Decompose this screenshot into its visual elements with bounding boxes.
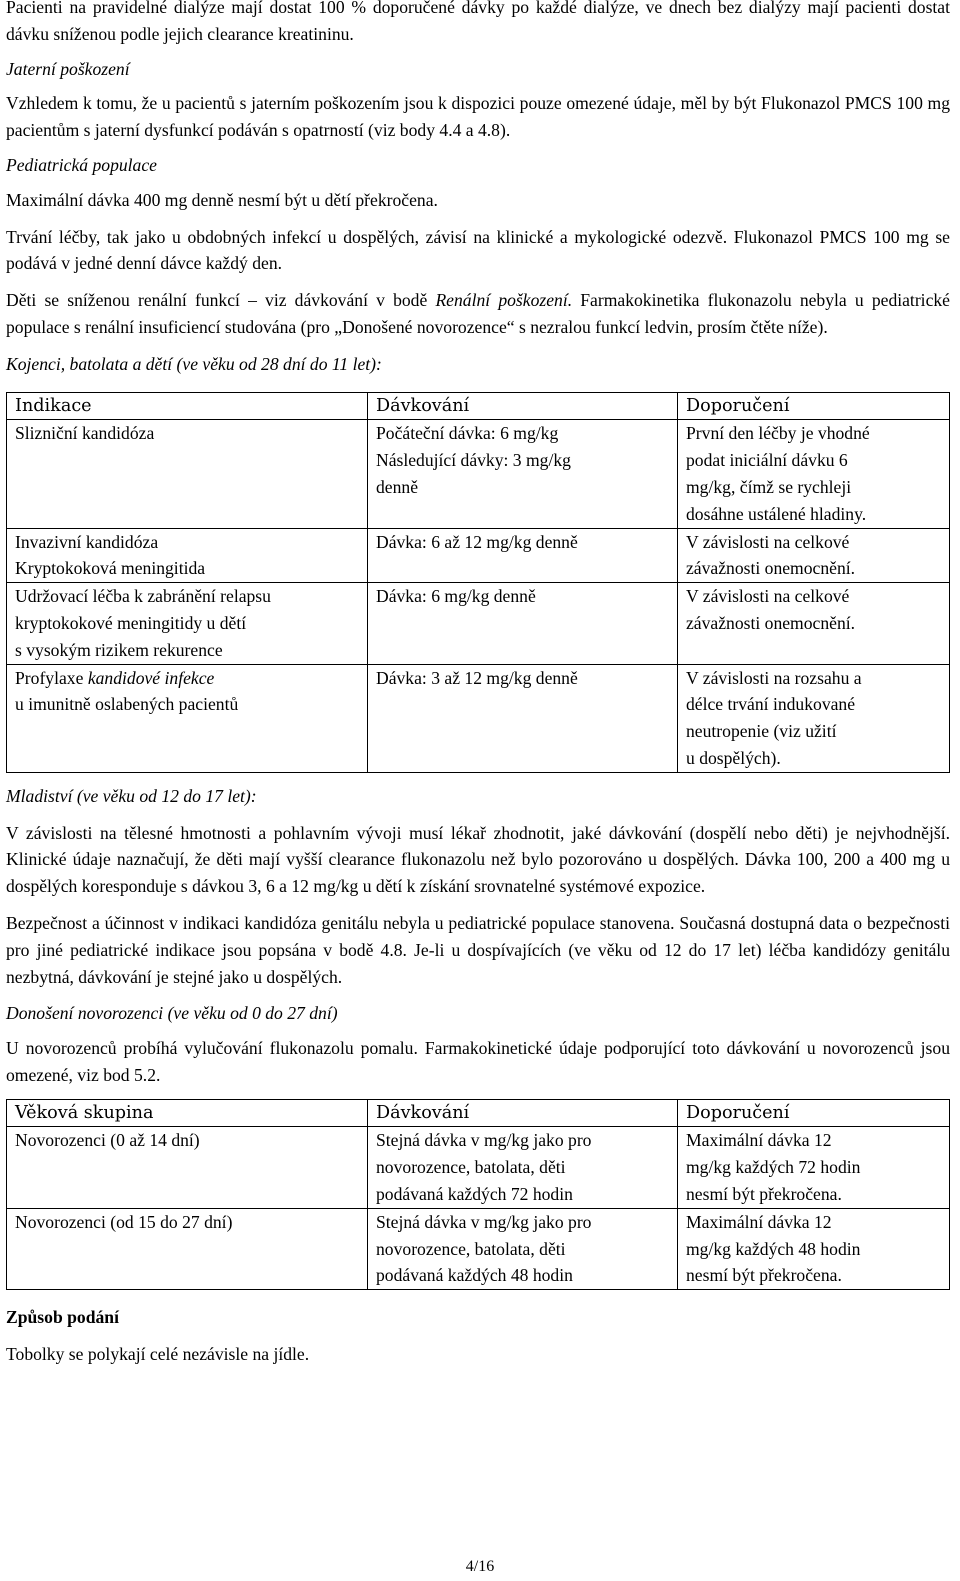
column-header-recommendation: Doporučení (678, 392, 950, 420)
column-header-indication: Indikace (7, 392, 368, 420)
indication-cell: Udržovací léčba k zabránění relapsu kryptokokové meningitidy u dětí s vysokým rizikem rekurence (7, 583, 368, 664)
dosing-cell: Dávka: 3 až 12 mg/kg denně (368, 664, 678, 772)
pediatric-renal-text-a: Děti se sníženou renální funkcí – viz dávkování v bodě (6, 290, 436, 311)
column-header-recommendation: Doporučení (678, 1099, 950, 1127)
recommendation-cell: První den léčby je vhodné podat iniciální dávku 6 mg/kg, čímž se rychleji dosáhne ustálené hladiny. (678, 420, 950, 528)
age-group-cell: Novorozenci (0 až 14 dní) (7, 1127, 368, 1208)
document-page (6, 0, 950, 1368)
administration-paragraph: Tobolky se polykají celé nezávisle na jídle. (6, 1344, 310, 1365)
renal-impairment-reference: Renální poškození. (435, 290, 573, 311)
page-number: 4/16 (465, 1558, 495, 1575)
newborns-heading: Donošení novorozenci (ve věku od 0 do 27 dní) (6, 1003, 338, 1024)
adolescents-paragraph-2: Bezpečnost a účinnost v indikaci kandidóza genitálu nebyla u pediatrické populace stanovena. Současná dostupná data o bezpečnosti pro jiné pediatrické indikace jsou popsána v bodě 4.8. Je-li u dospívajících (ve věku od 12 do 17 let) léčba kandidózy genitálu nezbytná, dávkování je stejné jako u dospělých. (6, 912, 950, 987)
table-header-row (7, 1099, 950, 1127)
newborns-dosing-table (6, 1099, 950, 1291)
newborns-paragraph: U novorozenců probíhá vylučování flukonazolu pomalu. Farmakokinetické údaje podporující toto dávkování u novorozenců jsou omezené, viz bod 5.2. (6, 1038, 950, 1085)
infants-heading: Kojenci, batolata a dětí (ve věku od 28 dní do 11 let): (6, 353, 382, 374)
dosing-cell: Dávka: 6 mg/kg denně (368, 583, 678, 664)
dialysis-paragraph: Pacienti na pravidelné dialýze mají dostat 100 % doporučené dávky po každé dialýze, ve dnech bez dialýzy mají pacienti dostat dávku sníženou podle jejich clearance kreatininu. (6, 0, 950, 44)
dosing-cell: Dávka: 6 až 12 mg/kg denně (368, 528, 678, 583)
column-header-dosing: Dávkování (368, 1099, 678, 1127)
recommendation-cell: Maximální dávka 12 mg/kg každých 72 hodin nesmí být překročena. (678, 1127, 950, 1208)
column-header-dosing: Dávkování (368, 392, 678, 420)
indication-cell: Invazivní kandidóza Kryptokoková meningitida (7, 528, 368, 583)
column-header-age-group: Věková skupina (7, 1099, 368, 1127)
table-row (7, 664, 950, 772)
recommendation-cell: V závislosti na celkové závažnosti onemocnění. (678, 528, 950, 583)
infants-dosing-table (6, 392, 950, 773)
adolescents-heading: Mladiství (ve věku od 12 do 17 let): (6, 785, 257, 806)
liver-paragraph: Vzhledem k tomu, že u pacientů s jaterním poškozením jsou k dispozici pouze omezené údaje, měl by být Flukonazol PMCS 100 mg pacientům s jaterní dysfunkcí podáván s opatrností (viz body 4.4 a 4.8). (6, 93, 950, 141)
pediatric-renal-text-b: Farmakokinetika flukonazolu nebyla u pediatrické populace s renální insuficiencí studována (pro „Donošené novorozence“ s nezralou funkcí ledvin, prosím čtěte níže). (6, 290, 950, 337)
administration-heading: Způsob podání (6, 1307, 119, 1328)
indication-cell: Profylaxe kandidové infekce u imunitně oslabených pacientů (7, 664, 368, 772)
age-group-cell: Novorozenci (od 15 do 27 dní) (7, 1208, 368, 1289)
pediatric-max-dose: Maximální dávka 400 mg denně nesmí být u dětí překročena. (6, 189, 438, 210)
pediatric-renal-paragraph (6, 287, 950, 341)
pediatric-duration-paragraph: Trvání léčby, tak jako u obdobných infekcí u dospělých, závisí na klinické a mykologické odezvě. Flukonazol PMCS 100 mg se podává v jedné denní dávce každý den. (6, 226, 950, 274)
indication-cell: Slizniční kandidóza (7, 420, 368, 528)
pediatric-heading: Pediatrická populace (6, 154, 157, 175)
table-row (7, 583, 950, 664)
table-row (7, 1127, 950, 1208)
table-row (7, 1208, 950, 1289)
table-header-row (7, 392, 950, 420)
dosing-cell: Stejná dávka v mg/kg jako pro novorozence, batolata, děti podávaná každých 48 hodin (368, 1208, 678, 1289)
recommendation-cell: Maximální dávka 12 mg/kg každých 48 hodin nesmí být překročena. (678, 1208, 950, 1289)
table-row (7, 420, 950, 528)
dosing-cell: Počáteční dávka: 6 mg/kg Následující dávky: 3 mg/kg denně (368, 420, 678, 528)
recommendation-cell: V závislosti na celkové závažnosti onemocnění. (678, 583, 950, 664)
dosing-cell: Stejná dávka v mg/kg jako pro novorozence, batolata, děti podávaná každých 72 hodin (368, 1127, 678, 1208)
adolescents-paragraph-1: V závislosti na tělesné hmotnosti a pohlavním vývoji musí lékař zhodnotit, jaké dávkování (dospělí nebo děti) je nejvhodnější. Klinické údaje naznačují, že děti mají vyšší clearance flukonazolu než bylo pozorováno u dospělých. Dávka 100, 200 a 400 mg u dospělých koresponduje s dávkou 3, 6 a 12 mg/kg u dětí k získání srovnatelné systémové expozice. (6, 822, 950, 897)
recommendation-cell: V závislosti na rozsahu a délce trvání indukované neutropenie (viz užití u dospělých). (678, 664, 950, 772)
table-row (7, 528, 950, 583)
liver-heading: Jaterní poškození (6, 58, 130, 79)
